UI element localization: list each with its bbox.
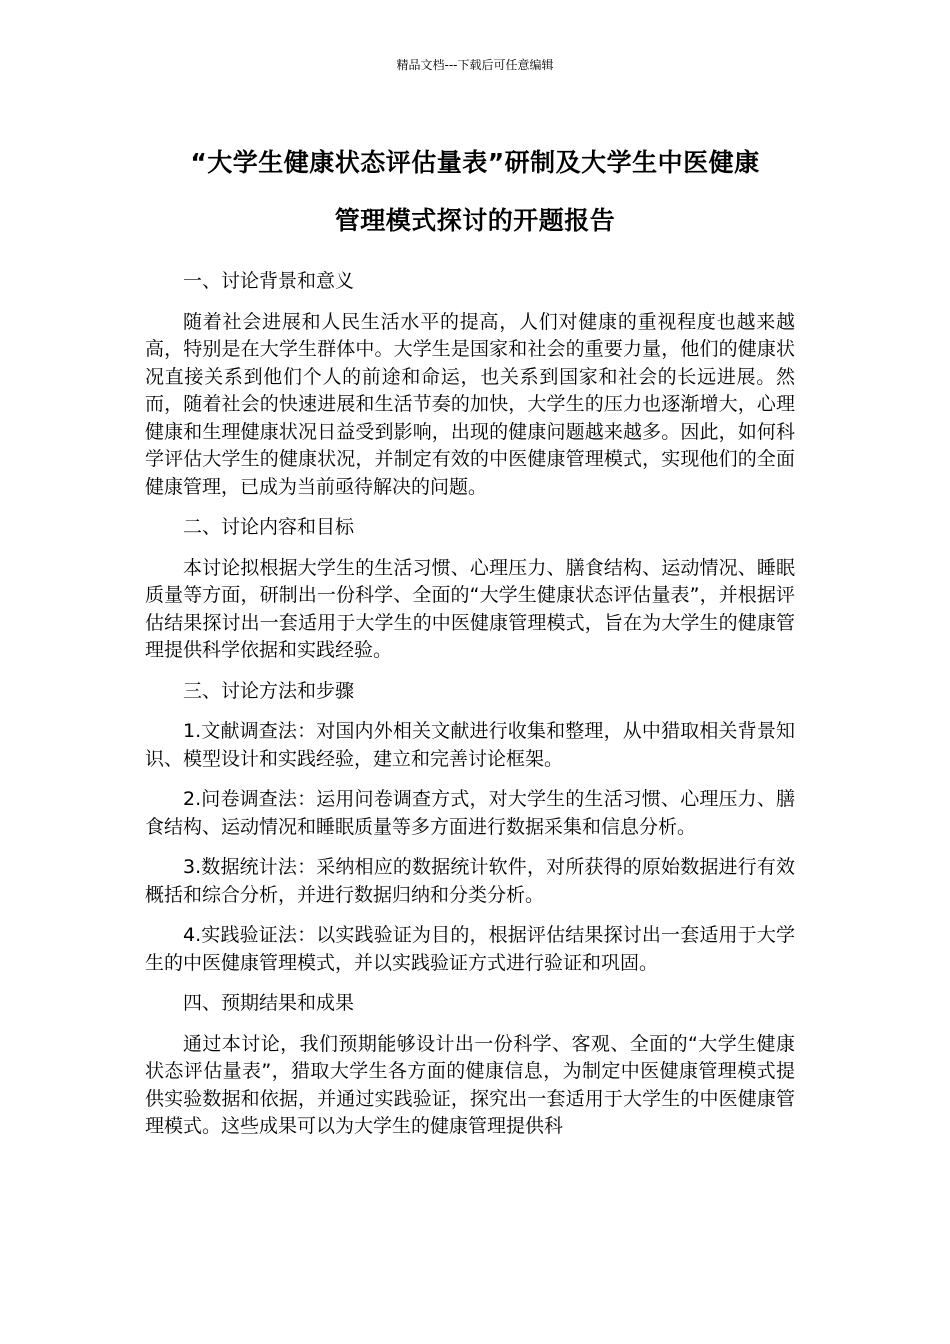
paragraph: 3.数据统计法：采纳相应的数据统计软件，对所获得的原始数据进行有效概括和综合分析，并进行数据归纳和分类分析。	[145, 856, 795, 906]
paragraph: 4.实践验证法：以实践验证为目的，根据评估结果探讨出一套适用于大学生的中医健康管理模式，并以实践验证方式进行验证和巩固。	[145, 924, 795, 974]
section-heading-1: 一、讨论背景和意义	[183, 270, 355, 292]
section-heading-2: 二、讨论内容和目标	[183, 516, 355, 538]
paragraph: 随着社会进展和人民生活水平的提高，人们对健康的重视程度也越来越高，特别是在大学生群体中。大学生是国家和社会的重要力量，他们的健康状况直接关系到他们个人的前途和命运，也关系到国家和社会的长远进展。然而，随着社会的快速进展和生活节奏的加快，大学生的压力也逐渐增大，心理健康和生理健康状况日益受到影响，出现的健康问题越来越多。因此，如何科学评估大学生的健康状况，并制定有效的中医健康管理模式，实现他们的全面健康管理，已成为当前亟待解决的问题。	[145, 310, 795, 498]
section-heading-4: 四、预期结果和成果	[183, 992, 355, 1014]
paragraph: 通过本讨论，我们预期能够设计出一份科学、客观、全面的“大学生健康状态评估量表”，猎取大学生各方面的健康信息，为制定中医健康管理模式提供实验数据和依据，并通过实践验证，探究出一套适用于大学生的中医健康管理模式。这些成果可以为大学生的健康管理提供科	[145, 1032, 795, 1137]
paragraph: 本讨论拟根据大学生的生活习惯、心理压力、膳食结构、运动情况、睡眠质量等方面，研制出一份科学、全面的“大学生健康状态评估量表”，并根据评估结果探讨出一套适用于大学生的中医健康管理模式，旨在为大学生的健康管理提供科学依据和实践经验。	[145, 556, 795, 661]
paragraph: 2.问卷调查法：运用问卷调查方式，对大学生的生活习惯、心理压力、膳食结构、运动情况和睡眠质量等多方面进行数据采集和信息分析。	[145, 788, 795, 838]
document-body	[145, 268, 795, 1154]
section-heading-3: 三、讨论方法和步骤	[183, 679, 355, 702]
paragraph: 1.文献调查法：对国内外相关文献进行收集和整理，从中猎取相关背景知识、模型设计和实践经验，建立和完善讨论框架。	[145, 720, 795, 770]
document-title	[120, 134, 830, 250]
header-note: 精品文档---下载后可任意编辑	[396, 58, 554, 72]
title-line-1: “大学生健康状态评估量表”研制及大学生中医健康	[190, 148, 760, 177]
title-line-2: 管理模式探讨的开题报告	[334, 206, 616, 235]
